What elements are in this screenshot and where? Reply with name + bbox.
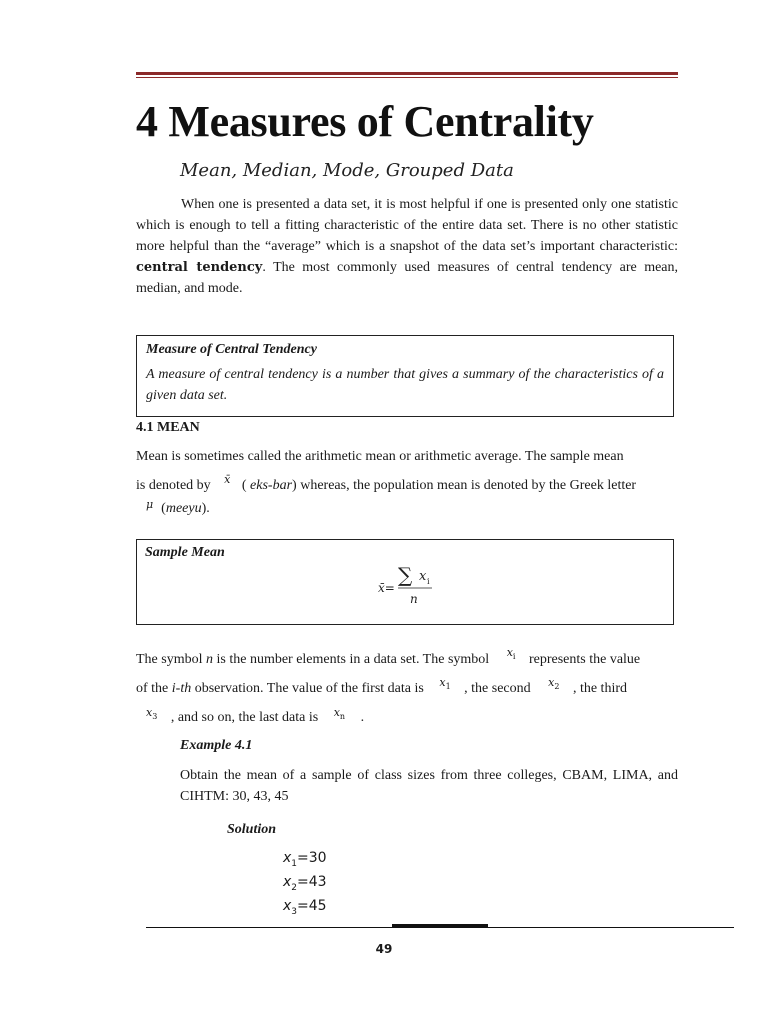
definition-box-title: Measure of Central Tendency xyxy=(146,342,317,357)
header-rule-thin xyxy=(136,77,678,78)
footer-rule xyxy=(146,927,734,928)
solution-3-sub: 3 xyxy=(291,906,298,917)
definition-box-text: A measure of central tendency is a number that gives a summary of the characteristics of a given data set. xyxy=(146,367,664,403)
page-number: 49 xyxy=(375,942,393,956)
mu-symbol: μ xyxy=(146,498,154,511)
symbols-text-d: of the xyxy=(136,681,172,696)
solution-line-1 xyxy=(283,850,327,869)
formula-den: n xyxy=(410,592,418,606)
xi-symbol xyxy=(506,646,516,662)
mean-line-2-text-a: is denoted by xyxy=(136,478,211,493)
symbols-text-a: The symbol xyxy=(136,652,206,667)
symbols-text-f: , the second xyxy=(464,681,531,696)
sample-mean-formula xyxy=(378,558,458,608)
xbar-symbol: x̄ xyxy=(224,473,231,486)
mean-line-3-end: ). xyxy=(201,501,210,516)
x1-symbol: x1 xyxy=(439,676,451,692)
formula-lhs: x̄= xyxy=(378,581,395,595)
symbols-text-i: . xyxy=(360,710,365,725)
definition-box xyxy=(136,335,674,417)
section-heading-mean: 4.1 MEAN xyxy=(136,420,200,435)
xi-sub: i xyxy=(512,652,516,662)
intro-text-2: . The most commonly used measures of central tendency are mean, median, and mode. xyxy=(136,260,679,296)
eks-bar-term: eks-bar xyxy=(250,478,293,493)
symbols-text-e: observation. The value of the first data is xyxy=(191,681,424,696)
ith-term: i-th xyxy=(171,681,192,696)
n-term: n xyxy=(206,652,213,667)
symbols-line-2 xyxy=(136,678,678,703)
solution-3-rhs: =45 xyxy=(297,898,327,914)
sample-mean-title: Sample Mean xyxy=(145,545,225,560)
x3-sub: 3 xyxy=(152,712,158,722)
chapter-subtitle: Mean, Median, Mode, Grouped Data xyxy=(180,160,514,181)
solution-2-sub: 2 xyxy=(291,882,298,893)
solution-2-var: x xyxy=(283,874,292,890)
symbols-line-3 xyxy=(146,707,688,732)
symbols-text-g: , the third xyxy=(572,681,627,696)
mean-line-1: Mean is sometimes called the arithmetic mean or arithmetic average. The sample mean xyxy=(136,449,624,464)
symbols-text-c: represents the value xyxy=(528,652,641,667)
x3-symbol: x3 xyxy=(146,706,158,722)
example-text: Obtain the mean of a sample of class sizes from three colleges, CBAM, LIMA, and CIHTM: 30, 43, 45 xyxy=(180,768,678,804)
intro-paragraph xyxy=(136,194,678,299)
symbols-line-1 xyxy=(136,646,678,674)
example-heading: Example 4.1 xyxy=(180,738,253,753)
formula-num-var: x xyxy=(419,569,427,584)
chapter-title: 4 Measures of Centrality xyxy=(136,97,594,146)
mean-line-2-paren: ( xyxy=(241,478,251,493)
xn-symbol: xn xyxy=(333,706,346,722)
solution-line-3 xyxy=(283,898,327,917)
solution-3-var: x xyxy=(283,898,292,914)
solution-2-rhs: =43 xyxy=(297,874,327,890)
intro-bold-term: central tendency xyxy=(136,260,263,275)
formula-num-sub: i xyxy=(427,577,430,586)
formula-sum: ∑ xyxy=(398,563,413,587)
solution-1-sub: 1 xyxy=(291,858,298,869)
symbols-text-h: , and so on, the last data is xyxy=(170,710,319,725)
xi-var: x xyxy=(506,646,513,659)
x1-sub: 1 xyxy=(445,682,451,692)
x2-symbol: x2 xyxy=(548,676,560,692)
solution-heading: Solution xyxy=(227,822,277,837)
xn-sub: n xyxy=(339,712,346,722)
mean-line-2 xyxy=(136,475,678,496)
mean-line-3: $^\mu$ (meeyu). xyxy=(146,498,210,516)
x2-sub: 2 xyxy=(554,682,560,692)
symbols-text-b: is the number elements in a data set. The symbol xyxy=(213,652,490,667)
solution-line-2 xyxy=(283,874,327,893)
meeyu-term: meeyu xyxy=(165,501,202,516)
solution-1-var: x xyxy=(283,850,292,866)
intro-text-1: When one is presented a data set, it is most helpful if one is presented only one statistic which is enough to tell a fitting characteristic of the entire data set. There is no other statistic more helpful than the “average” which is a snapshot of the data set’s important characteristic: xyxy=(136,197,678,254)
header-rule-thick xyxy=(136,72,678,75)
solution-1-rhs: =30 xyxy=(297,850,327,866)
mean-line-2-text-c: ) whereas, the population mean is denoted by the Greek letter xyxy=(292,478,637,493)
